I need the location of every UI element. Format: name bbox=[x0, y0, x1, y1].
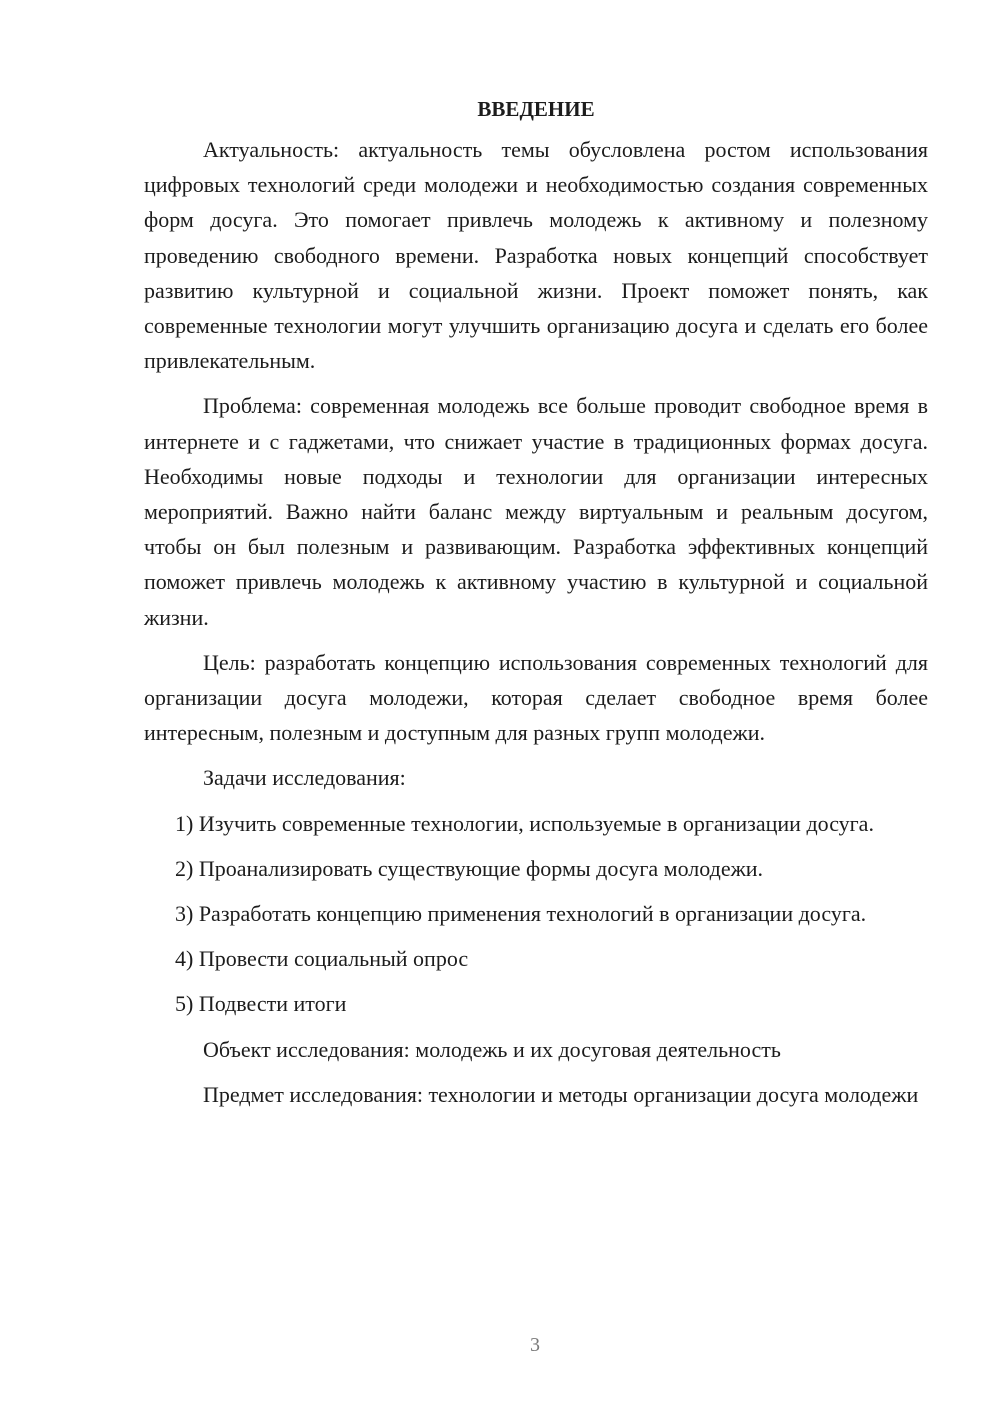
problem-paragraph: Проблема: современная молодежь все больше проводит свободное время в интернете и с гаджетами, что снижает участие в традиционных формах досуга. Необходимы новые подходы и технологии для организации интересных мероприятий. Важно найти баланс между виртуальным и реальным досугом, чтобы он был полезным и развивающим. Разработка эффективных концепций поможет привлечь молодежь к активному участию в культурной и социальной жизни. bbox=[144, 393, 928, 630]
task-item-5: 5) Подвести итоги bbox=[175, 991, 347, 1017]
subject-paragraph: Предмет исследования: технологии и методы организации досуга молодежи bbox=[203, 1081, 919, 1107]
task-item-1: 1) Изучить современные технологии, используемые в организации досуга. bbox=[175, 810, 874, 836]
task-item-3: 3) Разработать концепцию применения технологий в организации досуга. bbox=[175, 901, 867, 927]
section-heading: ВВЕДЕНИЕ bbox=[477, 97, 595, 121]
object-paragraph: Объект исследования: молодежь и их досуговая деятельность bbox=[203, 1036, 781, 1062]
task-item-4: 4) Провести социальный опрос bbox=[175, 946, 469, 972]
task-item-2: 2) Проанализировать существующие формы досуга молодежи. bbox=[175, 855, 764, 881]
tasks-label: Задачи исследования: bbox=[203, 765, 406, 791]
relevance-paragraph: Актуальность: актуальность темы обусловлена ростом использования цифровых технологий среди молодежи и необходимостью создания современных форм досуга. Это помогает привлечь молодежь к активному и полезному проведению свободного времени. Разработка новых концепций способствует развитию культурной и социальной жизни. Проект поможет понять, как современные технологии могут улучшить организацию досуга и сделать его более привлекательным. bbox=[144, 137, 928, 374]
tasks-list bbox=[144, 806, 928, 1022]
document-page bbox=[144, 94, 928, 1122]
goal-paragraph: Цель: разработать концепцию использования современных технологий для организации досуга молодежи, которая сделает свободное время более интересным, полезным и доступным для разных групп молодежи. bbox=[144, 649, 928, 746]
page-number: 3 bbox=[530, 1334, 540, 1356]
